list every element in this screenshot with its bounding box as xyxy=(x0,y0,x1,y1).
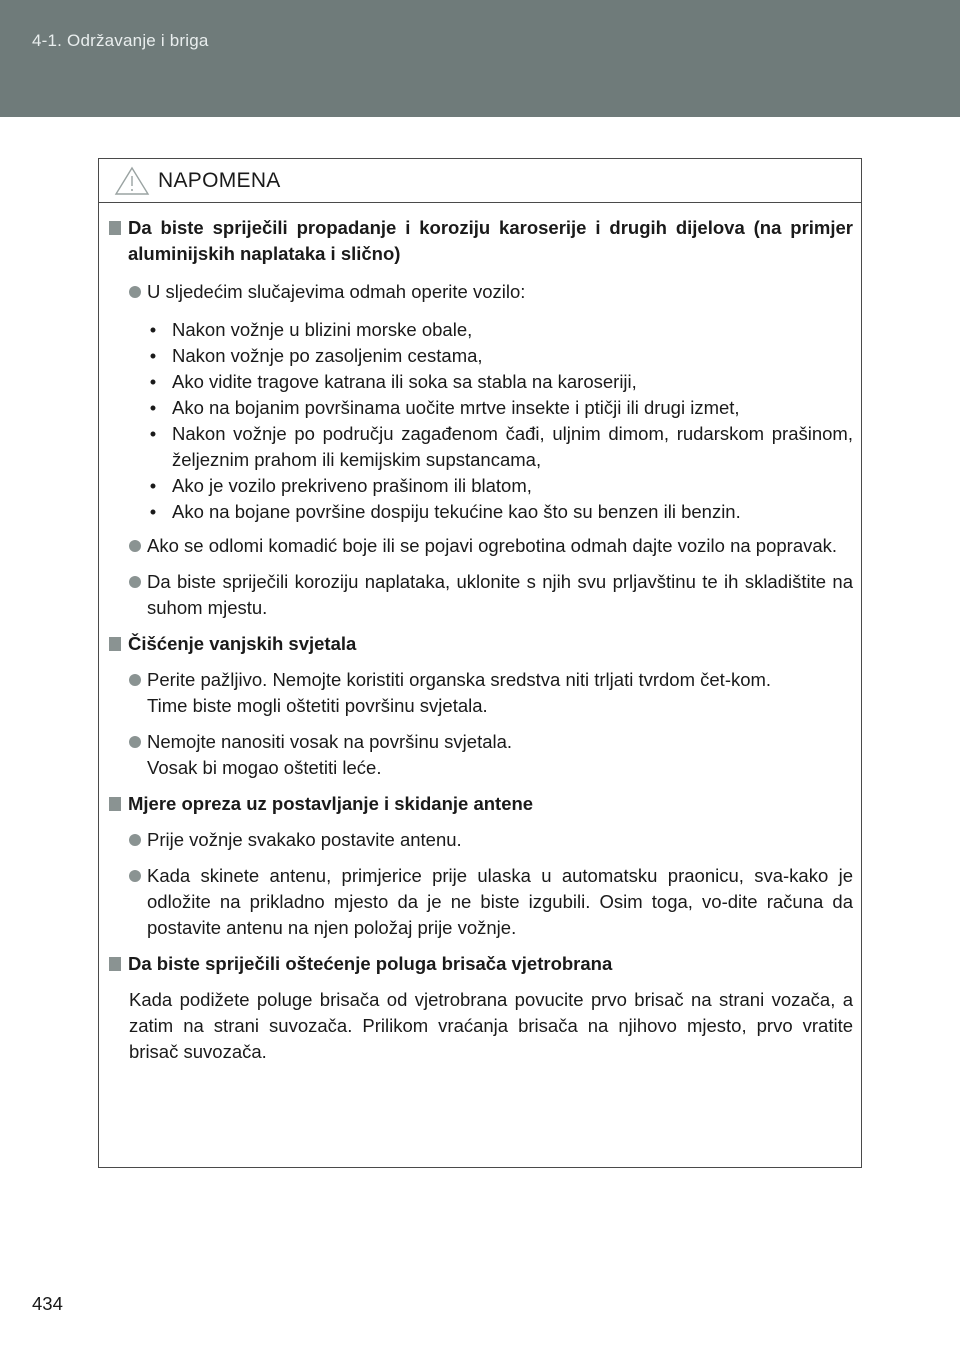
bullet-item xyxy=(147,343,853,369)
bullet-mark: • xyxy=(149,397,157,418)
section-title-text: Čišćenje vanjskih svjetala xyxy=(128,633,357,654)
notice-box xyxy=(98,158,862,1168)
list-item xyxy=(109,827,853,853)
bullet-text: Ako vidite tragove katrana ili soka sa stabla na karoseriji, xyxy=(172,371,637,392)
notice-body xyxy=(99,203,861,1065)
circle-bullet-icon xyxy=(129,286,141,298)
circle-bullet-icon xyxy=(129,834,141,846)
circle-bullet-icon xyxy=(129,576,141,588)
bullet-mark: • xyxy=(149,423,157,444)
bullet-text: Nakon vožnje po zasoljenim cestama, xyxy=(172,345,483,366)
section-paragraph: Kada podižete poluge brisača od vjetrobrana povucite prvo brisač na strani vozača, a zatim na strani suvozača. Prilikom vraćanja brisača na njihovo mjesto, prvo vratite brisač suvozača. xyxy=(129,989,853,1062)
list-item xyxy=(109,533,853,559)
list-item-text-main: Perite pažljivo. Nemojte koristiti organska sredstva niti trljati tvrdom čet-kom. xyxy=(147,669,772,690)
section-title: 4-1. Održavanje i briga xyxy=(32,31,209,50)
warning-triangle-icon xyxy=(114,166,150,196)
bullet-mark: • xyxy=(149,501,157,522)
list-item xyxy=(109,729,853,781)
bullet-item xyxy=(147,369,853,395)
page-number: 434 xyxy=(32,1293,63,1314)
list-item-text xyxy=(147,729,853,781)
bullet-item xyxy=(147,421,853,473)
square-bullet-icon xyxy=(109,957,121,971)
bullet-item xyxy=(147,499,853,525)
section-title-text: Da biste spriječili oštećenje poluga brisača vjetrobrana xyxy=(128,953,613,974)
bullet-mark: • xyxy=(149,371,157,392)
section-heading xyxy=(109,215,853,267)
bullet-list xyxy=(109,317,853,525)
bullet-mark: • xyxy=(149,345,157,366)
square-bullet-icon xyxy=(109,221,121,235)
list-item-text: Da biste spriječili koroziju naplataka, uklonite s njih svu prljavštinu te ih skladištite na suhom mjestu. xyxy=(147,571,853,618)
bullet-item xyxy=(147,473,853,499)
list-item-text: Ako se odlomi komadić boje ili se pojavi ogrebotina odmah dajte vozilo na popravak. xyxy=(147,535,838,556)
circle-bullet-icon xyxy=(129,540,141,552)
circle-bullet-icon xyxy=(129,870,141,882)
list-item-text: Kada skinete antenu, primjerice prije ulaska u automatsku praonicu, sva-kako je odložite na prikladno mjesto da je ne biste izgubili. Osim toga, vo-dite računa da postavite antenu na njen položaj prije vožnje. xyxy=(147,865,853,938)
circle-bullet-icon xyxy=(129,674,141,686)
list-item-text: Prije vožnje svakako postavite antenu. xyxy=(147,829,462,850)
bullet-text: Nakon vožnje po području zagađenom čađi, uljnim dimom, rudarskom prašinom, željeznim prahom ili kemijskim supstancama, xyxy=(172,423,853,470)
list-item-text xyxy=(147,667,853,719)
bullet-text: Ako je vozilo prekriveno prašinom ili blatom, xyxy=(172,475,532,496)
bullet-text: Ako na bojane površine dospiju tekućine kao što su benzen ili benzin. xyxy=(172,501,741,522)
list-item-text-main: Nemojte nanositi vosak na površinu svjetala. xyxy=(147,731,513,752)
notice-title: NAPOMENA xyxy=(158,168,281,192)
notice-header xyxy=(99,159,861,203)
bullet-item xyxy=(147,317,853,343)
section-heading xyxy=(109,791,853,817)
list-item xyxy=(109,569,853,621)
list-item-text: U sljedećim slučajevima odmah operite vozilo: xyxy=(147,281,526,302)
list-item xyxy=(109,279,853,305)
bullet-item xyxy=(147,395,853,421)
bullet-mark: • xyxy=(149,475,157,496)
list-item xyxy=(109,863,853,941)
header-band xyxy=(0,0,960,117)
section-heading xyxy=(109,631,853,657)
list-item-text-note: Time biste mogli oštetiti površinu svjetala. xyxy=(147,695,488,716)
square-bullet-icon xyxy=(109,797,121,811)
bullet-text: Ako na bojanim površinama uočite mrtve insekte i ptičji ili drugi izmet, xyxy=(172,397,740,418)
section-title-text: Da biste spriječili propadanje i koroziju karoserije i drugih dijelova (na primjer aluminijskih naplataka i slično) xyxy=(128,217,853,264)
square-bullet-icon xyxy=(109,637,121,651)
bullet-text: Nakon vožnje u blizini morske obale, xyxy=(172,319,473,340)
bullet-mark: • xyxy=(149,319,157,340)
list-item xyxy=(109,667,853,719)
circle-bullet-icon xyxy=(129,736,141,748)
section-heading xyxy=(109,951,853,977)
section-title-text: Mjere opreza uz postavljanje i skidanje antene xyxy=(128,793,534,814)
list-item-text-note: Vosak bi mogao oštetiti leće. xyxy=(147,757,382,778)
